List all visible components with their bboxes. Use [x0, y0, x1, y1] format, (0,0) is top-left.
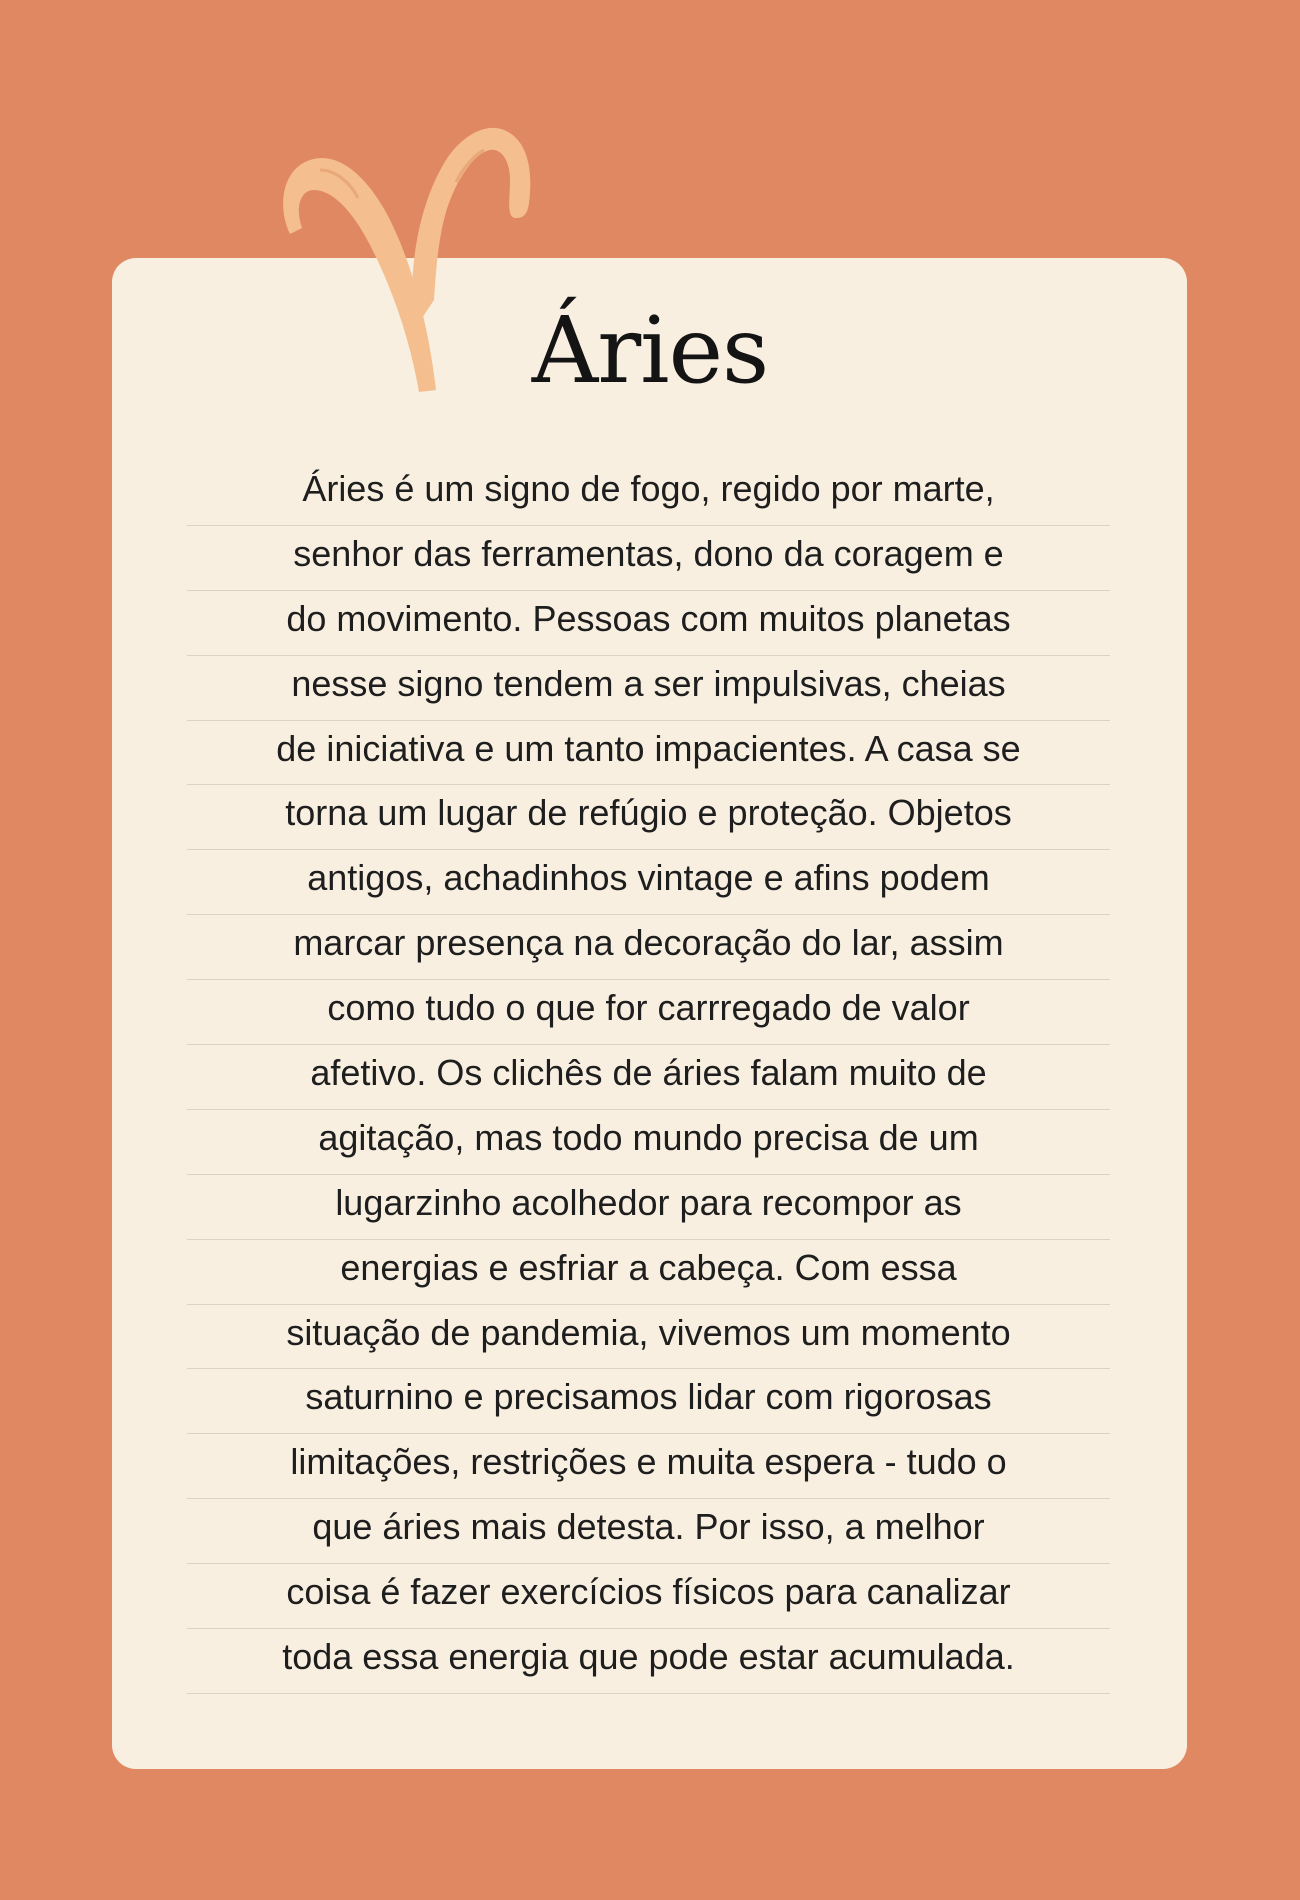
text-line: senhor das ferramentas, dono da coragem e [187, 526, 1110, 591]
body-text [187, 461, 1110, 1694]
text-line: saturnino e precisamos lidar com rigorosas [187, 1369, 1110, 1434]
page-title: Áries [531, 297, 769, 404]
text-line: antigos, achadinhos vintage e afins podem [187, 850, 1110, 915]
text-line: lugarzinho acolhedor para recompor as [187, 1175, 1110, 1240]
text-line: torna um lugar de refúgio e proteção. Objetos [187, 785, 1110, 850]
text-line: Áries é um signo de fogo, regido por marte, [187, 461, 1110, 526]
text-line: energias e esfriar a cabeça. Com essa [187, 1240, 1110, 1305]
text-line: afetivo. Os clichês de áries falam muito de [187, 1045, 1110, 1110]
text-line: de iniciativa e um tanto impacientes. A casa se [187, 721, 1110, 786]
text-line: que áries mais detesta. Por isso, a melhor [187, 1499, 1110, 1564]
text-line: toda essa energia que pode estar acumulada. [187, 1629, 1110, 1694]
text-line: nesse signo tendem a ser impulsivas, cheias [187, 656, 1110, 721]
text-line: situação de pandemia, vivemos um momento [187, 1305, 1110, 1370]
text-line: como tudo o que for carrregado de valor [187, 980, 1110, 1045]
text-line: agitação, mas todo mundo precisa de um [187, 1110, 1110, 1175]
text-line: marcar presença na decoração do lar, assim [187, 915, 1110, 980]
text-line: coisa é fazer exercícios físicos para canalizar [187, 1564, 1110, 1629]
text-line: do movimento. Pessoas com muitos planetas [187, 591, 1110, 656]
text-line: limitações, restrições e muita espera - tudo o [187, 1434, 1110, 1499]
